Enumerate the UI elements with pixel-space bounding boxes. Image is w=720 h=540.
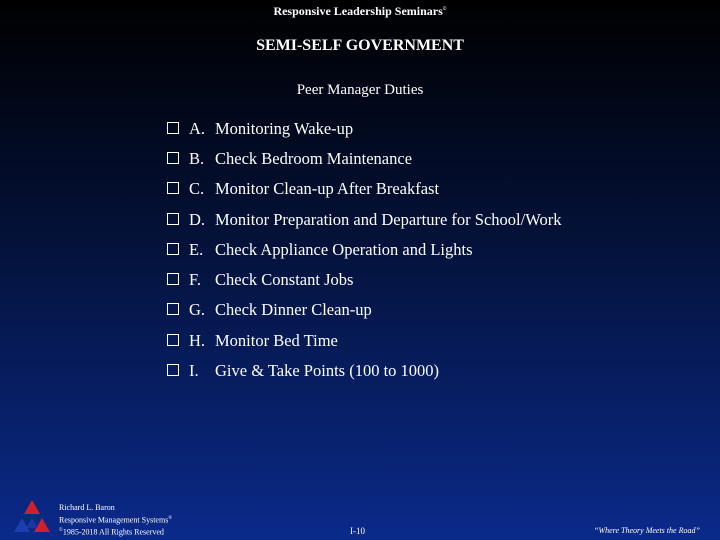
duty-text: Monitor Preparation and Departure for School/Work [215,210,562,229]
duty-text: Check Constant Jobs [215,270,354,289]
duty-letter: C. [189,179,205,198]
page-number: I-10 [350,526,365,536]
checkbox-icon [167,273,179,285]
duty-item-d [167,209,561,231]
duty-letter: H. [189,331,206,350]
duty-letter: F. [189,270,201,289]
duty-letter: G. [189,300,206,319]
duty-text: Monitor Clean-up After Breakfast [215,179,440,198]
checkbox-icon [167,243,179,255]
duty-text: Check Dinner Clean-up [215,300,372,319]
checkbox-icon [167,122,179,134]
duty-letter: E. [189,240,204,259]
duty-item-a [167,118,353,140]
checkbox-icon [167,152,179,164]
checkbox-icon [167,303,179,315]
seminar-header [0,4,720,19]
footer-credits [59,503,172,538]
duty-letter: D. [189,210,206,229]
footer-tagline: “Where Theory Meets the Road” [594,526,700,535]
checkbox-icon [167,364,179,376]
copyright-text: 1985-2018 All Rights Reserved [62,527,164,537]
duty-item-h [167,330,338,352]
company-line [59,514,172,526]
seminar-name: Responsive Leadership Seminars [273,4,443,18]
duty-item-f [167,269,353,291]
company-logo-icon [8,498,56,538]
author-name: Richard L. Baron [59,503,115,512]
checkbox-icon [167,182,179,194]
duty-item-b [167,148,412,170]
duty-item-g [167,299,372,321]
copyright-symbol: © [59,527,63,533]
slide-title: SEMI-SELF GOVERNMENT [256,37,464,54]
duty-text: Monitor Bed Time [215,331,338,350]
duty-letter: I. [189,361,199,380]
company-name: Responsive Management Systems [59,515,169,525]
duty-text: Monitoring Wake-up [215,119,354,138]
duty-letter: A. [189,119,206,138]
slide-subtitle: Peer Manager Duties [296,82,424,98]
duty-text: Check Appliance Operation and Lights [215,240,473,259]
duty-item-i [167,360,439,382]
duty-text: Check Bedroom Maintenance [215,149,413,168]
checkbox-icon [167,334,179,346]
duty-text: Give & Take Points (100 to 1000) [215,361,440,380]
duty-item-c [167,178,439,200]
copyright-symbol: © [442,7,447,12]
duty-letter: B. [189,149,205,168]
checkbox-icon [167,213,179,225]
copyright-line [59,526,172,538]
duty-item-e [167,239,473,261]
registered-symbol: ® [168,515,173,521]
